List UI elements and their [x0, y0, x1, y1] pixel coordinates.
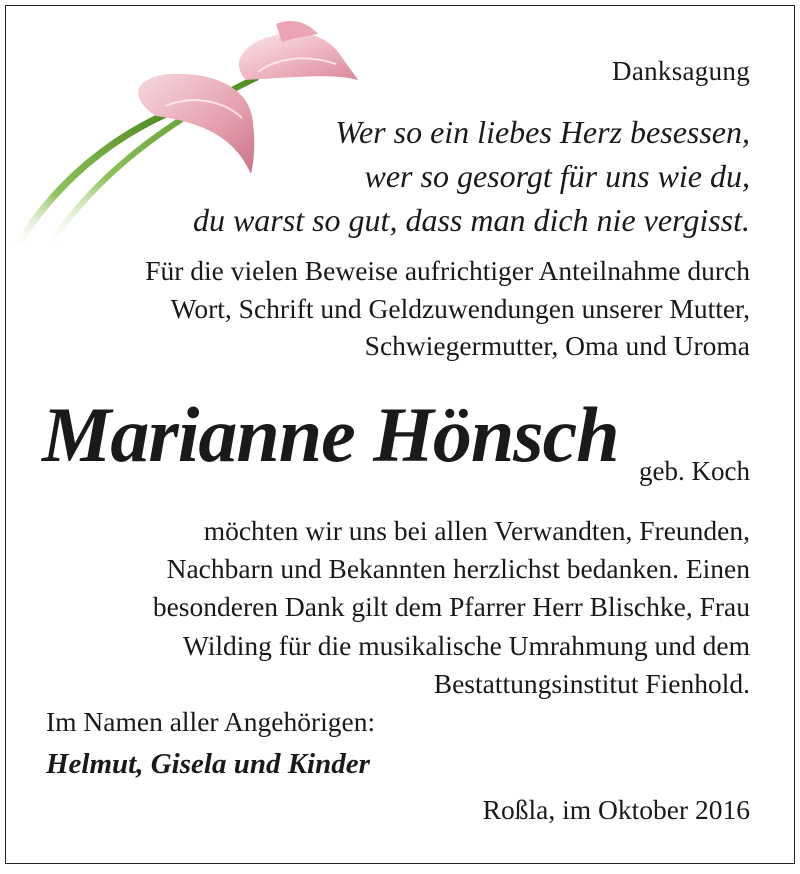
intro-line: Schwiegermutter, Oma und Uroma	[364, 330, 750, 361]
poem-line: Wer so ein liebes Herz besessen,	[335, 114, 750, 150]
deceased-name: Marianne Hönsch	[42, 391, 619, 478]
poem-line: wer so gesorgt für uns wie du,	[364, 158, 750, 194]
thanks-line: besonderen Dank gilt dem Pfarrer Herr Blischke, Frau	[152, 591, 750, 623]
thanks-line: Nachbarn und Bekannten herzlichst bedanken. Einen	[166, 553, 750, 585]
poem-line: du warst so gut, dass man dich nie vergisst.	[192, 202, 750, 238]
notice-heading: Danksagung	[612, 56, 750, 86]
intro-paragraph	[10, 252, 750, 365]
on-behalf-line: Im Namen aller Angehörigen:	[46, 706, 376, 737]
intro-line: Wort, Schrift und Geldzuwendungen unserer Mutter,	[170, 292, 750, 324]
death-notice	[5, 5, 795, 864]
thanks-paragraph	[10, 512, 750, 703]
poem-verse	[130, 110, 750, 242]
intro-line: Für die vielen Beweise aufrichtiger Anteilnahme durch	[145, 255, 750, 286]
thanks-line: Wilding für die musikalische Umrahmung und dem	[182, 629, 750, 661]
signatories: Helmut, Gisela und Kinder	[46, 748, 370, 780]
place-date: Roßla, im Oktober 2016	[482, 794, 750, 825]
birth-name: geb. Koch	[639, 456, 750, 486]
thanks-line: möchten wir uns bei allen Verwandten, Freunden,	[203, 515, 750, 546]
thanks-line: Bestattungsinstitut Fienhold.	[433, 667, 750, 699]
